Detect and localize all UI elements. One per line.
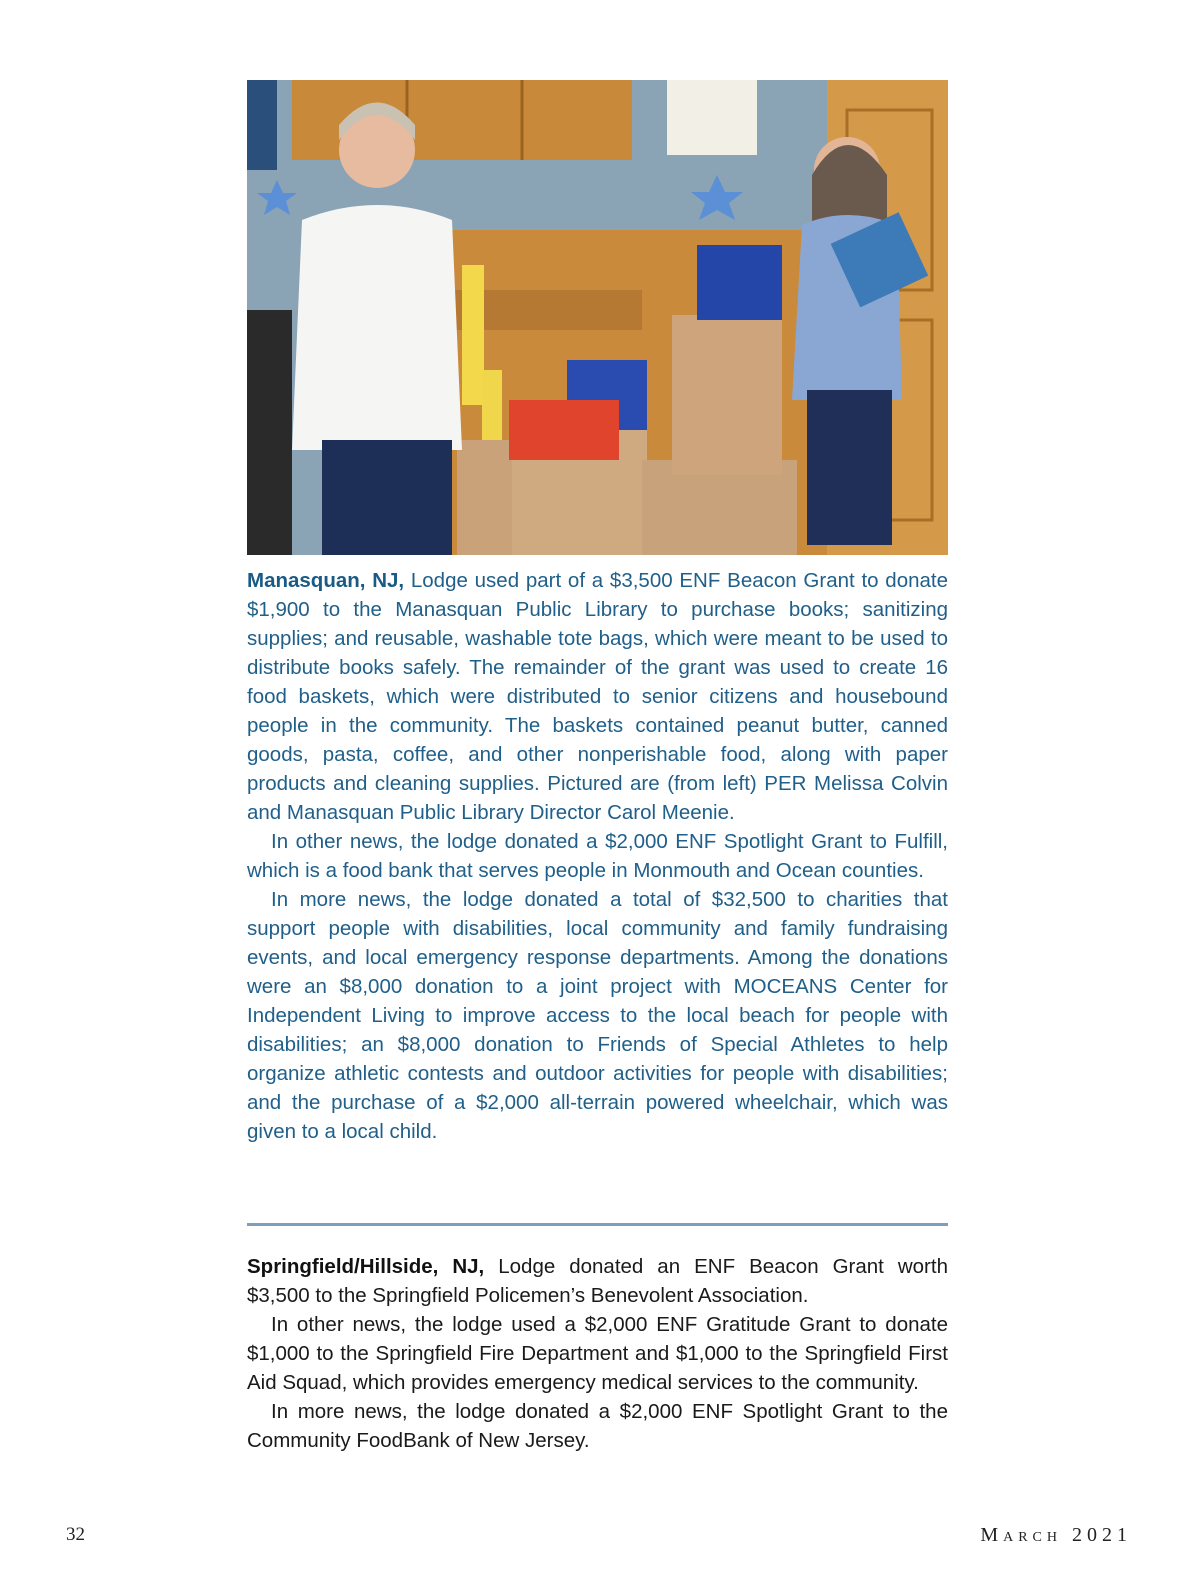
issue-date: March 2021 <box>980 1524 1132 1546</box>
article-paragraph: In more news, the lodge donated a total of $32,500 to charities that support people with disabilities, local community and family fundraising events, and local emergency response departments. Among the donations were an $8,000 donation to a joint project with MOCEANS Center for Independent Living to improve access to the local beach for people with disabilities; an $8,000 donation to Friends of Special Athletes to help organize athletic contests and outdoor activities for people with disabilities; and the purchase of a $2,000 all-terrain powered wheelchair, which was given to a local child. <box>247 888 948 1143</box>
article-text: Lodge used part of a $3,500 ENF Beacon Grant to donate $1,900 to the Manasquan Public Library to purchase books; sanitizing supplies; and reusable, washable tote bags, which were meant to be used to distribute books safely. The remainder of the grant was used to create 16 food baskets, which were distributed to senior citizens and housebound people in the community. The baskets contained peanut butter, canned goods, pasta, coffee, and other nonperishable food, along with paper products and cleaning supplies. Pictured are (from left) PER Melissa Colvin and Manasquan Public Library Director Carol Meenie. <box>247 569 948 824</box>
article-lead: Manasquan, NJ, <box>247 569 405 592</box>
article-text: Lodge donated an ENF Beacon Grant worth $3,500 to the Springfield Policemen’s Benevolent Association. <box>247 1255 948 1307</box>
article-paragraph: In more news, the lodge donated a $2,000 ENF Spotlight Grant to the Community FoodBank of New Jersey. <box>247 1400 948 1452</box>
article-paragraph <box>247 566 948 827</box>
article-springfield <box>247 1252 948 1455</box>
page-number: 32 <box>66 1524 85 1545</box>
article-paragraph: In other news, the lodge used a $2,000 ENF Gratitude Grant to donate $1,000 to the Springfield Fire Department and $1,000 to the Springfield First Aid Squad, which provides emergency medical services to the community. <box>247 1313 948 1394</box>
section-divider <box>247 1223 948 1226</box>
article-photo <box>247 80 948 555</box>
article-manasquan <box>247 566 948 1146</box>
article-paragraph: In other news, the lodge donated a $2,000 ENF Spotlight Grant to Fulfill, which is a food bank that serves people in Monmouth and Ocean counties. <box>247 830 948 882</box>
article-paragraph <box>247 1252 948 1310</box>
article-lead: Springfield/Hillside, NJ, <box>247 1255 485 1278</box>
